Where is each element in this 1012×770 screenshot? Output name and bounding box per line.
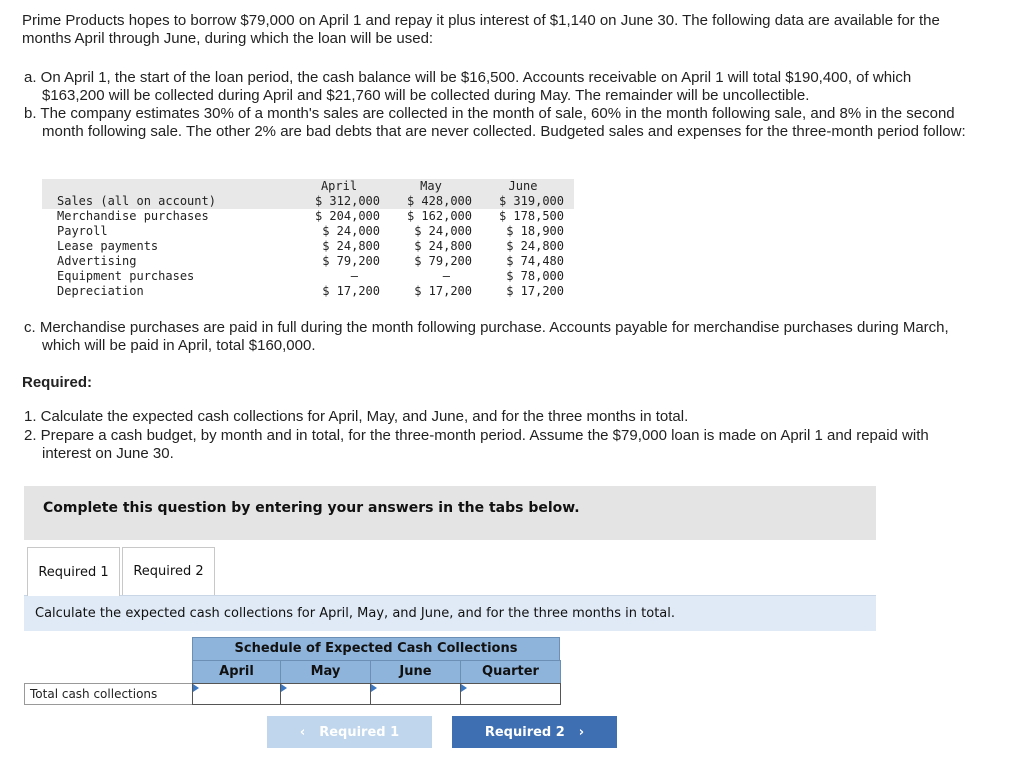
problem-intro: Prime Products hopes to borrow $79,000 on April 1 and repay it plus interest of $1,140 on June 30. The following data are available for the months April through June, during which the loan will be used:	[22, 12, 940, 47]
budget-row-sales	[42, 194, 574, 209]
budget-header-row	[42, 179, 574, 194]
budget-header-may: May	[420, 179, 442, 193]
row-label: Equipment purchases	[57, 269, 195, 283]
instruction-bar	[24, 595, 876, 631]
cell-may: $ 428,000	[406, 194, 472, 208]
tab-required-1[interactable]	[27, 547, 120, 596]
cell-june: $ 78,000	[506, 269, 564, 283]
schedule-col-june: June	[370, 660, 461, 684]
cell-april: $ 24,800	[322, 239, 380, 253]
schedule-title: Schedule of Expected Cash Collections	[192, 637, 560, 661]
required-item-1: 1. Calculate the expected cash collections for April, May, and June, and for the three months in total.	[24, 408, 689, 425]
input-marker-icon	[281, 684, 287, 692]
input-marker-icon	[461, 684, 467, 692]
cell-april: $ 17,200	[322, 284, 380, 298]
tab-label: Required 2	[133, 564, 204, 579]
problem-item-a: a. On April 1, the start of the loan period, the cash balance will be $16,500. Accounts receivable on April 1 will total $190,400, of which $163,200 will be collected during April and $21,760 will be collected during May. The remainder will be uncollectible.	[24, 69, 912, 104]
prev-required-button[interactable]	[267, 716, 432, 748]
budget-row-advertising	[42, 254, 574, 269]
required-item-2: 2. Prepare a cash budget, by month and in total, for the three-month period. Assume the $79,000 loan is made on April 1 and repaid with interest on June 30.	[24, 427, 929, 462]
cell-april: $ 24,000	[322, 224, 380, 238]
next-required-button[interactable]	[452, 716, 617, 748]
schedule-col-quarter: Quarter	[460, 660, 561, 684]
cell-june: $ 18,900	[506, 224, 564, 238]
budget-data-table	[42, 179, 574, 299]
required-heading: Required:	[22, 374, 93, 391]
cell-june: $ 17,200	[506, 284, 564, 298]
cell-may: $ 24,000	[414, 224, 472, 238]
row-label: Depreciation	[57, 284, 144, 298]
budget-header-april: April	[320, 179, 358, 193]
input-quarter-collections[interactable]	[460, 683, 561, 705]
schedule-row-label: Total cash collections	[24, 683, 193, 705]
input-may-collections[interactable]	[280, 683, 371, 705]
input-marker-icon	[371, 684, 377, 692]
budget-header-june: June	[508, 179, 538, 193]
cell-june: $ 24,800	[506, 239, 564, 253]
budget-row-equipment	[42, 269, 574, 284]
budget-row-payroll	[42, 224, 574, 239]
schedule-col-may: May	[280, 660, 371, 684]
cell-may: $ 162,000	[406, 209, 472, 223]
cell-april: $ 312,000	[314, 194, 380, 208]
problem-item-b: b. The company estimates 30% of a month's sales are collected in the month of sale, 60% in the month following sale, and 8% in the second month following sale. The other 2% are bad debts that are never collected. Budgeted sales and expenses for the three-month period follow:	[24, 105, 966, 140]
cell-may: –	[442, 269, 450, 283]
budget-row-depreciation	[42, 284, 574, 299]
cell-june: $ 74,480	[506, 254, 564, 268]
budget-row-lease	[42, 239, 574, 254]
next-button-label: Required 2	[484, 724, 565, 740]
chevron-right-icon: ›	[578, 724, 585, 740]
tab-label: Required 1	[38, 564, 109, 580]
complete-question-banner	[24, 486, 876, 540]
cell-june: $ 319,000	[498, 194, 564, 208]
cell-april: $ 204,000	[314, 209, 380, 223]
problem-item-c: c. Merchandise purchases are paid in full during the month following purchase. Accounts payable for merchandise purchases during March, which will be paid in April, total $160,000.	[24, 319, 949, 354]
row-label: Sales (all on account)	[57, 194, 216, 208]
cell-may: $ 79,200	[414, 254, 472, 268]
row-label: Merchandise purchases	[57, 209, 209, 223]
cell-may: $ 24,800	[414, 239, 472, 253]
row-label: Payroll	[57, 224, 108, 238]
input-june-collections[interactable]	[370, 683, 461, 705]
chevron-left-icon: ‹	[299, 724, 306, 740]
cell-may: $ 17,200	[414, 284, 472, 298]
cell-june: $ 178,500	[498, 209, 564, 223]
schedule-col-april: April	[192, 660, 281, 684]
prev-button-label: Required 1	[319, 724, 400, 740]
cell-april: –	[350, 269, 358, 283]
instruction-text: Calculate the expected cash collections for April, May, and June, and for the three months in total.	[35, 606, 676, 621]
tab-required-2[interactable]	[122, 547, 215, 595]
input-marker-icon	[193, 684, 199, 692]
row-label: Lease payments	[57, 239, 159, 253]
budget-header-blank	[42, 179, 298, 194]
row-label: Advertising	[57, 254, 137, 268]
budget-row-merchandise	[42, 209, 574, 224]
cell-april: $ 79,200	[322, 254, 380, 268]
complete-question-text: Complete this question by entering your answers in the tabs below.	[43, 500, 580, 516]
input-april-collections[interactable]	[192, 683, 281, 705]
